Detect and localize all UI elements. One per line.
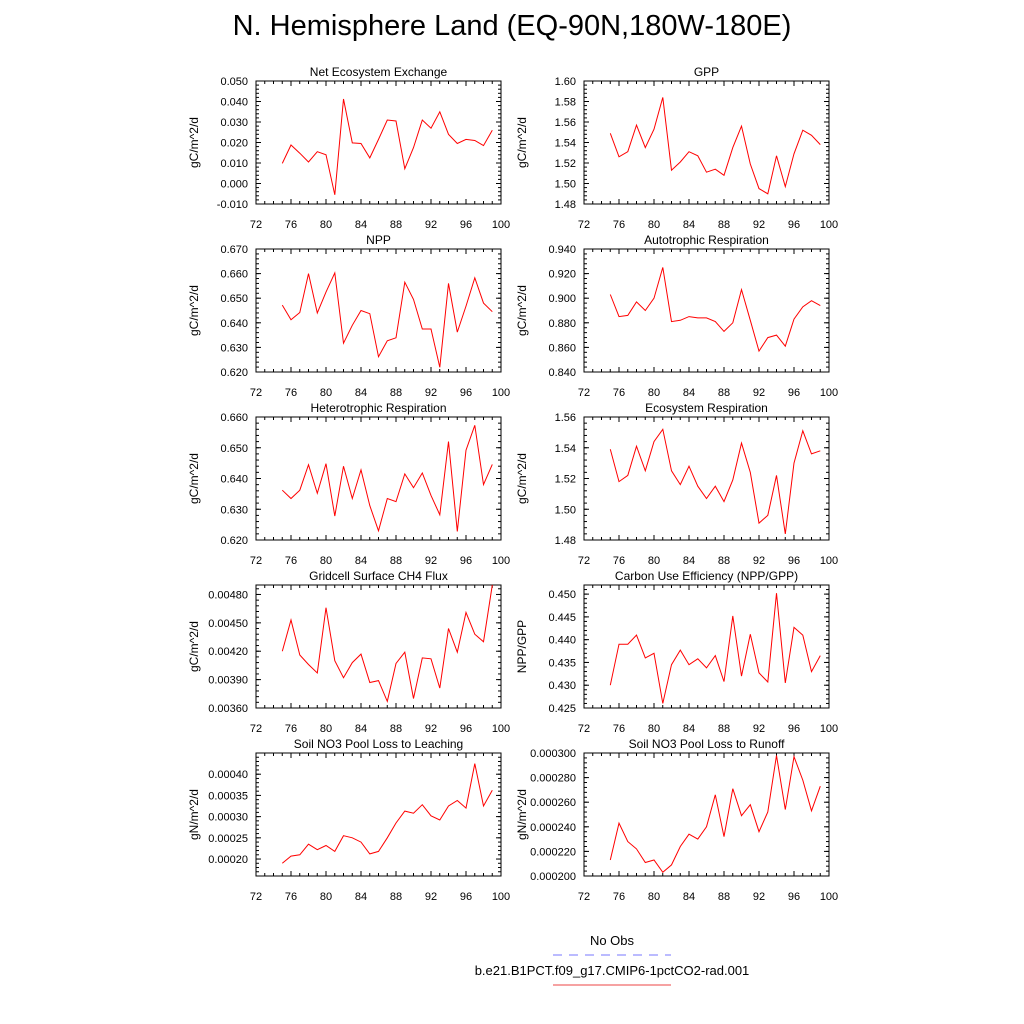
y-tick-label: 0.860 (548, 342, 576, 355)
y-axis-label: gN/m^2/d (187, 789, 201, 840)
panel-3 (515, 233, 838, 399)
y-tick-label: 0.00035 (208, 790, 248, 803)
x-tick-label: 76 (612, 555, 626, 567)
x-tick-label: 96 (459, 219, 473, 231)
plot-frame (256, 81, 501, 204)
plot-frame (584, 585, 829, 708)
x-tick-label: 88 (717, 891, 731, 903)
y-tick-label: 0.880 (548, 317, 576, 330)
series-line (610, 97, 820, 193)
x-tick-label: 72 (577, 219, 591, 231)
y-tick-label: 0.440 (548, 634, 576, 647)
y-axis-label: gC/m^2/d (187, 285, 201, 336)
y-tick-label: 1.54 (554, 137, 576, 150)
x-tick-label: 84 (682, 723, 696, 735)
series-line (282, 99, 492, 195)
y-tick-label: 0.425 (548, 703, 576, 715)
x-tick-label: 96 (459, 723, 473, 735)
x-tick-label: 88 (389, 387, 403, 399)
y-tick-label: 0.040 (220, 96, 248, 109)
y-axis-label: gC/m^2/d (515, 285, 529, 336)
y-tick-label: 0.00420 (208, 646, 248, 659)
panel-title: NPP (366, 233, 391, 247)
x-tick-label: 76 (612, 387, 626, 399)
x-tick-label: 92 (424, 387, 438, 399)
x-tick-label: 96 (459, 555, 473, 567)
y-tick-label: 1.50 (554, 178, 576, 191)
y-axis-label: gC/m^2/d (187, 453, 201, 504)
legend-label-no-obs: No Obs (589, 933, 635, 948)
y-tick-label: 0.00390 (208, 674, 248, 687)
panel-6 (187, 569, 510, 735)
x-tick-label: 72 (577, 555, 591, 567)
y-tick-label: 0.660 (220, 412, 248, 424)
x-tick-label: 92 (424, 555, 438, 567)
series-line (610, 593, 820, 703)
x-tick-label: 100 (819, 723, 839, 735)
x-tick-label: 100 (491, 219, 511, 231)
plot-frame (584, 753, 829, 876)
x-tick-label: 84 (354, 891, 368, 903)
x-tick-label: 88 (389, 891, 403, 903)
x-tick-label: 96 (787, 219, 801, 231)
x-tick-label: 84 (682, 219, 696, 231)
y-tick-label: 0.435 (548, 657, 576, 670)
x-tick-label: 100 (491, 891, 511, 903)
x-tick-label: 76 (612, 219, 626, 231)
y-tick-label: 0.670 (220, 244, 248, 256)
legend-label-model-run: b.e21.B1PCT.f09_g17.CMIP6-1pctCO2-rad.001 (474, 963, 750, 978)
x-tick-label: 88 (389, 219, 403, 231)
series-line (282, 585, 492, 701)
plot-frame (256, 417, 501, 540)
y-tick-label: 0.020 (220, 137, 248, 150)
panel-title: Soil NO3 Pool Loss to Leaching (293, 737, 464, 751)
x-tick-label: 88 (389, 723, 403, 735)
y-tick-label: 0.00030 (208, 811, 248, 824)
y-tick-label: 0.050 (220, 76, 248, 88)
x-tick-label: 96 (459, 891, 473, 903)
y-tick-label: 0.640 (220, 317, 248, 330)
panel-2 (187, 233, 510, 399)
x-tick-label: 100 (819, 891, 839, 903)
x-tick-label: 80 (319, 723, 333, 735)
x-tick-label: 100 (491, 387, 511, 399)
x-tick-label: 96 (787, 387, 801, 399)
x-tick-label: 84 (354, 555, 368, 567)
x-tick-label: 76 (284, 387, 298, 399)
x-tick-label: 80 (647, 891, 661, 903)
x-tick-label: 88 (717, 555, 731, 567)
x-tick-label: 72 (249, 219, 263, 231)
y-tick-label: 0.000260 (530, 797, 576, 810)
page-title: N. Hemisphere Land (EQ-90N,180W-180E) (232, 10, 792, 42)
panel-title: Heterotrophic Respiration (310, 401, 447, 415)
y-tick-label: 0.030 (220, 117, 248, 129)
y-tick-label: 1.48 (554, 535, 576, 547)
x-tick-label: 72 (249, 387, 263, 399)
x-tick-label: 80 (319, 555, 333, 567)
y-tick-label: 1.58 (554, 96, 576, 109)
y-axis-label: gN/m^2/d (515, 789, 529, 840)
y-axis-label: NPP/GPP (515, 619, 529, 674)
y-axis-label: gC/m^2/d (187, 621, 201, 672)
x-tick-label: 80 (647, 555, 661, 567)
x-tick-label: 84 (354, 723, 368, 735)
x-tick-label: 100 (819, 219, 839, 231)
y-tick-label: 0.00450 (208, 617, 248, 630)
y-tick-label: 1.48 (554, 199, 576, 211)
panel-title: GPP (693, 65, 720, 79)
y-tick-label: 0.000 (220, 178, 248, 191)
x-tick-label: 80 (319, 387, 333, 399)
y-tick-label: 0.000240 (530, 821, 576, 834)
panel-title: Soil NO3 Pool Loss to Runoff (628, 737, 785, 751)
x-tick-label: 88 (717, 387, 731, 399)
y-tick-label: 1.60 (554, 76, 576, 88)
series-line (610, 267, 820, 351)
y-tick-label: 0.00480 (208, 589, 248, 602)
x-tick-label: 80 (319, 891, 333, 903)
legend (0, 930, 1024, 1000)
y-tick-label: 0.660 (220, 268, 248, 281)
x-tick-label: 92 (752, 723, 766, 735)
y-tick-label: 0.630 (220, 504, 248, 517)
x-tick-label: 96 (787, 891, 801, 903)
x-tick-label: 84 (354, 219, 368, 231)
x-tick-label: 92 (424, 219, 438, 231)
x-tick-label: 76 (284, 555, 298, 567)
y-tick-label: 0.010 (220, 158, 248, 170)
x-tick-label: 84 (682, 555, 696, 567)
plot-frame (584, 81, 829, 204)
y-axis-label: gC/m^2/d (515, 453, 529, 504)
x-tick-label: 92 (752, 387, 766, 399)
y-tick-label: 1.56 (554, 117, 576, 129)
panel-7 (515, 569, 838, 735)
y-tick-label: 1.56 (554, 412, 576, 424)
x-tick-label: 100 (819, 555, 839, 567)
x-tick-label: 76 (612, 891, 626, 903)
series-line (610, 756, 820, 873)
y-tick-label: 0.920 (548, 268, 576, 281)
panel-1 (515, 65, 838, 231)
x-tick-label: 96 (459, 387, 473, 399)
y-tick-label: 0.650 (220, 442, 248, 455)
x-tick-label: 84 (682, 387, 696, 399)
y-tick-label: 0.00360 (208, 703, 248, 715)
x-tick-label: 92 (752, 555, 766, 567)
y-tick-label: 1.52 (554, 473, 576, 486)
x-tick-label: 80 (647, 723, 661, 735)
panel-4 (187, 401, 510, 567)
y-tick-label: 0.00025 (208, 832, 248, 845)
y-tick-label: 0.445 (548, 611, 576, 624)
panel-title: Ecosystem Respiration (645, 401, 768, 415)
panel-title: Carbon Use Efficiency (NPP/GPP) (614, 569, 799, 583)
y-tick-label: 0.650 (220, 293, 248, 306)
plot-frame (256, 585, 501, 708)
y-tick-label: 0.00040 (208, 769, 248, 782)
x-tick-label: 92 (424, 723, 438, 735)
y-tick-label: 0.450 (548, 589, 576, 602)
x-tick-label: 76 (284, 219, 298, 231)
x-tick-label: 84 (354, 387, 368, 399)
y-tick-label: -0.010 (216, 199, 248, 211)
panel-title: Gridcell Surface CH4 Flux (309, 569, 448, 583)
x-tick-label: 100 (491, 723, 511, 735)
x-tick-label: 80 (319, 219, 333, 231)
y-tick-label: 0.940 (548, 244, 576, 256)
x-tick-label: 72 (577, 723, 591, 735)
panel-5 (515, 401, 838, 567)
x-tick-label: 76 (284, 723, 298, 735)
x-tick-label: 72 (249, 555, 263, 567)
panel-title: Autotrophic Respiration (644, 233, 769, 247)
y-tick-label: 0.000300 (530, 748, 576, 760)
y-axis-label: gC/m^2/d (187, 117, 201, 168)
y-tick-label: 0.000280 (530, 772, 576, 785)
series-line (282, 764, 492, 864)
y-tick-label: 0.620 (220, 367, 248, 379)
panel-0 (187, 65, 510, 231)
x-tick-label: 96 (787, 555, 801, 567)
x-tick-label: 100 (491, 555, 511, 567)
y-tick-label: 0.630 (220, 342, 248, 355)
x-tick-label: 92 (752, 219, 766, 231)
x-tick-label: 72 (249, 723, 263, 735)
y-tick-label: 0.900 (548, 293, 576, 306)
x-tick-label: 92 (752, 891, 766, 903)
y-tick-label: 1.54 (554, 442, 576, 455)
x-tick-label: 72 (249, 891, 263, 903)
x-tick-label: 80 (647, 387, 661, 399)
x-tick-label: 76 (284, 891, 298, 903)
y-tick-label: 0.620 (220, 535, 248, 547)
x-tick-label: 88 (389, 555, 403, 567)
x-tick-label: 88 (717, 723, 731, 735)
panel-title: Net Ecosystem Exchange (309, 65, 448, 79)
y-tick-label: 1.52 (554, 158, 576, 170)
y-axis-label: gC/m^2/d (515, 117, 529, 168)
x-tick-label: 72 (577, 387, 591, 399)
plot-frame (584, 249, 829, 372)
y-tick-label: 0.000220 (530, 846, 576, 859)
series-line (282, 425, 492, 531)
y-tick-label: 0.000200 (530, 871, 576, 883)
x-tick-label: 76 (612, 723, 626, 735)
plot-frame (256, 753, 501, 876)
y-tick-label: 0.430 (548, 680, 576, 693)
x-tick-label: 100 (819, 387, 839, 399)
series-line (610, 429, 820, 534)
y-tick-label: 0.840 (548, 367, 576, 379)
y-tick-label: 0.640 (220, 473, 248, 486)
panel-9 (515, 737, 838, 903)
y-tick-label: 1.50 (554, 504, 576, 517)
x-tick-label: 88 (717, 219, 731, 231)
x-tick-label: 72 (577, 891, 591, 903)
x-tick-label: 84 (682, 891, 696, 903)
x-tick-label: 96 (787, 723, 801, 735)
panel-8 (187, 737, 510, 903)
y-tick-label: 0.00020 (208, 854, 248, 867)
x-tick-label: 92 (424, 891, 438, 903)
series-line (282, 273, 492, 367)
x-tick-label: 80 (647, 219, 661, 231)
